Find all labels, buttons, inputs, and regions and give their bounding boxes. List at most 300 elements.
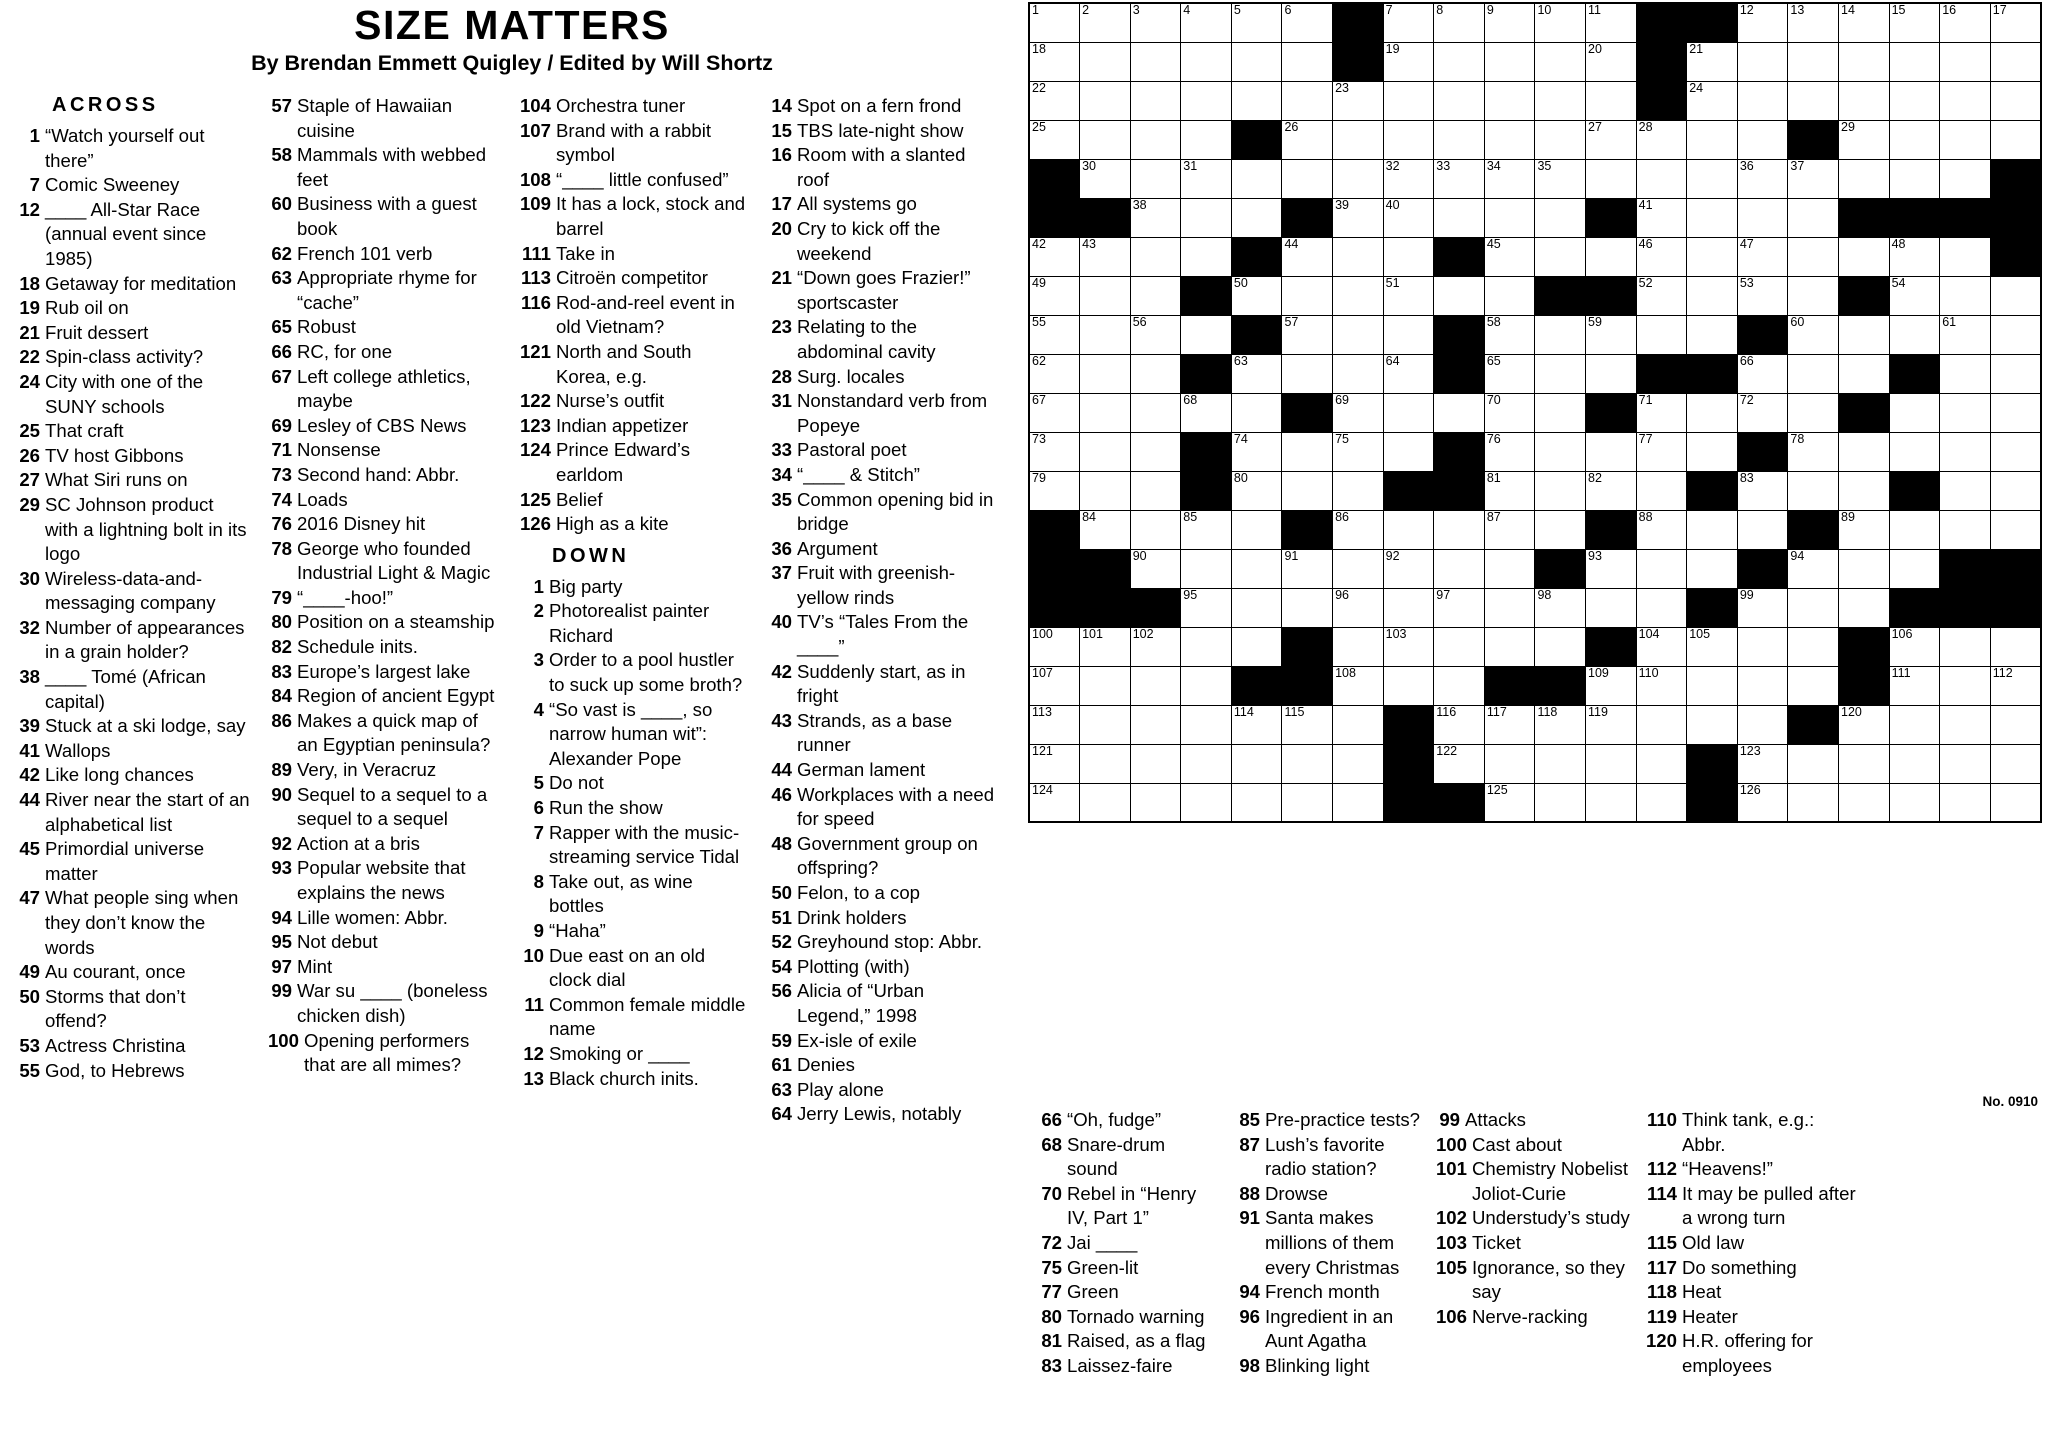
grid-cell[interactable] xyxy=(1181,744,1232,783)
grid-cell[interactable] xyxy=(1535,315,1586,354)
clue-item[interactable] xyxy=(760,365,1000,390)
grid-cell[interactable] xyxy=(1990,81,2041,120)
clue-item[interactable] xyxy=(260,832,502,857)
clue-item[interactable] xyxy=(260,488,502,513)
grid-cell[interactable] xyxy=(1080,510,1131,549)
grid-cell[interactable] xyxy=(1484,3,1535,42)
grid-cell[interactable] xyxy=(1535,393,1586,432)
grid-cell[interactable] xyxy=(1687,627,1738,666)
clue-item[interactable] xyxy=(8,272,250,297)
grid-cell[interactable] xyxy=(1383,42,1434,81)
grid-cell[interactable] xyxy=(1484,42,1535,81)
grid-cell[interactable] xyxy=(1788,588,1839,627)
grid-cell[interactable] xyxy=(1484,315,1535,354)
grid-cell[interactable] xyxy=(1080,744,1131,783)
clue-item[interactable] xyxy=(8,345,250,370)
grid-cell[interactable] xyxy=(1687,510,1738,549)
clue-item[interactable] xyxy=(8,198,250,272)
grid-cell[interactable] xyxy=(1535,744,1586,783)
grid-cell[interactable] xyxy=(1990,393,2041,432)
grid-cell[interactable] xyxy=(1788,666,1839,705)
grid-cell[interactable] xyxy=(1737,198,1788,237)
clue-item[interactable] xyxy=(1428,1231,1630,1256)
grid-cell[interactable] xyxy=(1333,627,1384,666)
grid-cell[interactable] xyxy=(1788,198,1839,237)
clue-item[interactable] xyxy=(260,340,502,365)
grid-cell[interactable] xyxy=(1839,315,1890,354)
grid-cell[interactable] xyxy=(1130,549,1181,588)
grid-cell[interactable] xyxy=(1788,159,1839,198)
grid-cell[interactable] xyxy=(1130,783,1181,822)
grid-cell[interactable] xyxy=(1231,432,1282,471)
grid-cell[interactable] xyxy=(1940,705,1991,744)
clue-item[interactable] xyxy=(1428,1256,1630,1305)
grid-cell[interactable] xyxy=(1990,744,2041,783)
grid-cell[interactable] xyxy=(1535,3,1586,42)
grid-cell[interactable] xyxy=(1687,549,1738,588)
grid-cell[interactable] xyxy=(1484,237,1535,276)
grid-cell[interactable] xyxy=(1636,666,1687,705)
grid-cell[interactable] xyxy=(1282,276,1333,315)
grid-cell[interactable] xyxy=(1636,783,1687,822)
grid-cell[interactable] xyxy=(1788,237,1839,276)
grid-cell[interactable] xyxy=(1130,666,1181,705)
clue-item[interactable] xyxy=(8,493,250,567)
clue-item[interactable] xyxy=(760,955,1000,980)
grid-cell[interactable] xyxy=(1434,198,1485,237)
grid-cell[interactable] xyxy=(1586,783,1637,822)
grid-cell[interactable] xyxy=(1737,81,1788,120)
grid-cell[interactable] xyxy=(1737,666,1788,705)
grid-cell[interactable] xyxy=(1231,588,1282,627)
grid-cell[interactable] xyxy=(1130,315,1181,354)
grid-cell[interactable] xyxy=(1586,354,1637,393)
clue-item[interactable] xyxy=(512,340,750,389)
grid-cell[interactable] xyxy=(1080,627,1131,666)
grid-cell[interactable] xyxy=(1940,3,1991,42)
grid-cell[interactable] xyxy=(1737,42,1788,81)
grid-cell[interactable] xyxy=(1990,627,2041,666)
grid-cell[interactable] xyxy=(1181,120,1232,159)
grid-cell[interactable] xyxy=(1130,705,1181,744)
clue-item[interactable] xyxy=(760,192,1000,217)
grid-cell[interactable] xyxy=(1383,159,1434,198)
clue-item[interactable] xyxy=(260,856,502,905)
grid-cell[interactable] xyxy=(1839,120,1890,159)
grid-cell[interactable] xyxy=(1333,81,1384,120)
clue-item[interactable] xyxy=(1428,1108,1630,1133)
clue-item[interactable] xyxy=(8,1034,250,1059)
clue-item[interactable] xyxy=(512,94,750,119)
grid-cell[interactable] xyxy=(1181,393,1232,432)
grid-cell[interactable] xyxy=(1434,666,1485,705)
grid-cell[interactable] xyxy=(1687,198,1738,237)
grid-cell[interactable] xyxy=(1383,432,1434,471)
grid-cell[interactable] xyxy=(1484,510,1535,549)
clue-item[interactable] xyxy=(260,684,502,709)
clue-item[interactable] xyxy=(1638,1108,1860,1157)
grid-cell[interactable] xyxy=(1940,159,1991,198)
grid-cell[interactable] xyxy=(1484,393,1535,432)
grid-cell[interactable] xyxy=(1383,315,1434,354)
grid-cell[interactable] xyxy=(1333,510,1384,549)
grid-cell[interactable] xyxy=(1839,432,1890,471)
grid-cell[interactable] xyxy=(1080,471,1131,510)
grid-cell[interactable] xyxy=(1737,588,1788,627)
clue-item[interactable] xyxy=(760,143,1000,192)
grid-cell[interactable] xyxy=(1080,159,1131,198)
clue-item[interactable] xyxy=(1030,1108,1220,1133)
grid-cell[interactable] xyxy=(1940,627,1991,666)
clue-item[interactable] xyxy=(1428,1157,1630,1206)
grid-cell[interactable] xyxy=(1383,3,1434,42)
grid-cell[interactable] xyxy=(1586,159,1637,198)
clue-item[interactable] xyxy=(760,537,1000,562)
grid-cell[interactable] xyxy=(1333,276,1384,315)
grid-cell[interactable] xyxy=(1282,432,1333,471)
grid-cell[interactable] xyxy=(1788,549,1839,588)
grid-cell[interactable] xyxy=(1636,471,1687,510)
clue-item[interactable] xyxy=(1638,1280,1860,1305)
grid-cell[interactable] xyxy=(1737,510,1788,549)
grid-cell[interactable] xyxy=(1535,627,1586,666)
grid-cell[interactable] xyxy=(1940,276,1991,315)
grid-cell[interactable] xyxy=(1434,705,1485,744)
grid-cell[interactable] xyxy=(1990,471,2041,510)
grid-cell[interactable] xyxy=(1839,81,1890,120)
grid-cell[interactable] xyxy=(1484,198,1535,237)
grid-cell[interactable] xyxy=(1889,120,1940,159)
grid-cell[interactable] xyxy=(1282,744,1333,783)
clue-item[interactable] xyxy=(760,119,1000,144)
grid-cell[interactable] xyxy=(1788,393,1839,432)
clue-item[interactable] xyxy=(260,463,502,488)
grid-cell[interactable] xyxy=(1687,237,1738,276)
clue-item[interactable] xyxy=(760,488,1000,537)
clue-item[interactable] xyxy=(8,468,250,493)
clue-item[interactable] xyxy=(260,266,502,315)
grid-cell[interactable] xyxy=(1586,42,1637,81)
clue-item[interactable] xyxy=(512,870,750,919)
clue-item[interactable] xyxy=(512,242,750,267)
clue-item[interactable] xyxy=(260,365,502,414)
clue-item[interactable] xyxy=(760,1053,1000,1078)
clue-item[interactable] xyxy=(8,1059,250,1084)
grid-cell[interactable] xyxy=(1535,705,1586,744)
clue-item[interactable] xyxy=(260,315,502,340)
grid-cell[interactable] xyxy=(1889,81,1940,120)
grid-cell[interactable] xyxy=(1130,120,1181,159)
grid-cell[interactable] xyxy=(1130,159,1181,198)
grid-cell[interactable] xyxy=(1889,237,1940,276)
grid-cell[interactable] xyxy=(1282,315,1333,354)
grid-cell[interactable] xyxy=(1333,549,1384,588)
grid-cell[interactable] xyxy=(1586,81,1637,120)
clue-item[interactable] xyxy=(1638,1182,1860,1231)
grid-cell[interactable] xyxy=(1889,42,1940,81)
clue-item[interactable] xyxy=(260,758,502,783)
grid-cell[interactable] xyxy=(1383,120,1434,159)
grid-cell[interactable] xyxy=(1535,783,1586,822)
grid-cell[interactable] xyxy=(1737,354,1788,393)
clue-item[interactable] xyxy=(260,906,502,931)
clue-item[interactable] xyxy=(8,321,250,346)
clue-item[interactable] xyxy=(760,266,1000,315)
grid-cell[interactable] xyxy=(1080,237,1131,276)
grid-cell[interactable] xyxy=(1737,471,1788,510)
grid-cell[interactable] xyxy=(1586,666,1637,705)
grid-cell[interactable] xyxy=(1130,627,1181,666)
grid-cell[interactable] xyxy=(1383,393,1434,432)
grid-cell[interactable] xyxy=(1383,198,1434,237)
clue-item[interactable] xyxy=(260,143,502,192)
grid-cell[interactable] xyxy=(1636,432,1687,471)
clue-item[interactable] xyxy=(8,985,250,1034)
grid-cell[interactable] xyxy=(1080,783,1131,822)
clue-item[interactable] xyxy=(8,444,250,469)
grid-cell[interactable] xyxy=(1636,549,1687,588)
clue-item[interactable] xyxy=(760,315,1000,364)
clue-item[interactable] xyxy=(512,796,750,821)
grid-cell[interactable] xyxy=(1282,81,1333,120)
clue-item[interactable] xyxy=(512,266,750,291)
clue-item[interactable] xyxy=(512,291,750,340)
grid-cell[interactable] xyxy=(1788,3,1839,42)
clue-item[interactable] xyxy=(1228,1354,1420,1379)
grid-cell[interactable] xyxy=(1839,159,1890,198)
grid-cell[interactable] xyxy=(1434,510,1485,549)
clue-item[interactable] xyxy=(1030,1256,1220,1281)
grid-cell[interactable] xyxy=(1080,120,1131,159)
clue-item[interactable] xyxy=(260,242,502,267)
grid-cell[interactable] xyxy=(1889,627,1940,666)
grid-cell[interactable] xyxy=(1839,3,1890,42)
clue-item[interactable] xyxy=(760,389,1000,438)
clue-item[interactable] xyxy=(760,660,1000,709)
grid-cell[interactable] xyxy=(1737,120,1788,159)
grid-cell[interactable] xyxy=(1080,3,1131,42)
grid-cell[interactable] xyxy=(1636,159,1687,198)
grid-cell[interactable] xyxy=(1636,510,1687,549)
grid-cell[interactable] xyxy=(1434,627,1485,666)
grid-cell[interactable] xyxy=(1687,393,1738,432)
grid-cell[interactable] xyxy=(1181,81,1232,120)
grid-cell[interactable] xyxy=(1231,783,1282,822)
grid-cell[interactable] xyxy=(1889,159,1940,198)
grid-cell[interactable] xyxy=(1434,549,1485,588)
grid-cell[interactable] xyxy=(1080,705,1131,744)
clue-item[interactable] xyxy=(8,714,250,739)
grid-cell[interactable] xyxy=(1687,81,1738,120)
clue-item[interactable] xyxy=(512,192,750,241)
grid-cell[interactable] xyxy=(1181,627,1232,666)
clue-item[interactable] xyxy=(760,463,1000,488)
grid-cell[interactable] xyxy=(1636,744,1687,783)
grid-cell[interactable] xyxy=(1737,237,1788,276)
grid-cell[interactable] xyxy=(1181,198,1232,237)
grid-cell[interactable] xyxy=(1940,471,1991,510)
clue-item[interactable] xyxy=(760,979,1000,1028)
grid-cell[interactable] xyxy=(1333,783,1384,822)
grid-cell[interactable] xyxy=(1231,3,1282,42)
clue-item[interactable] xyxy=(8,567,250,616)
grid-cell[interactable] xyxy=(1029,627,1080,666)
grid-cell[interactable] xyxy=(1636,315,1687,354)
grid-cell[interactable] xyxy=(1333,120,1384,159)
grid-cell[interactable] xyxy=(1737,159,1788,198)
clue-item[interactable] xyxy=(1030,1231,1220,1256)
clue-item[interactable] xyxy=(1228,1206,1420,1280)
grid-cell[interactable] xyxy=(1484,471,1535,510)
grid-cell[interactable] xyxy=(1940,744,1991,783)
grid-cell[interactable] xyxy=(1788,432,1839,471)
grid-cell[interactable] xyxy=(1687,42,1738,81)
grid-cell[interactable] xyxy=(1484,120,1535,159)
grid-cell[interactable] xyxy=(1484,81,1535,120)
grid-cell[interactable] xyxy=(1889,393,1940,432)
grid-cell[interactable] xyxy=(1687,276,1738,315)
grid-cell[interactable] xyxy=(1687,666,1738,705)
clue-item[interactable] xyxy=(8,763,250,788)
clue-item[interactable] xyxy=(760,930,1000,955)
clue-item[interactable] xyxy=(8,296,250,321)
grid-cell[interactable] xyxy=(1940,666,1991,705)
grid-cell[interactable] xyxy=(1181,783,1232,822)
grid-cell[interactable] xyxy=(1535,510,1586,549)
grid-cell[interactable] xyxy=(1940,237,1991,276)
grid-cell[interactable] xyxy=(1029,744,1080,783)
grid-cell[interactable] xyxy=(1586,237,1637,276)
grid-cell[interactable] xyxy=(1181,510,1232,549)
clue-item[interactable] xyxy=(260,930,502,955)
grid-cell[interactable] xyxy=(1231,81,1282,120)
clue-item[interactable] xyxy=(512,648,750,697)
clue-item[interactable] xyxy=(8,616,250,665)
grid-cell[interactable] xyxy=(1889,783,1940,822)
grid-cell[interactable] xyxy=(1535,120,1586,159)
clue-item[interactable] xyxy=(512,438,750,487)
grid-cell[interactable] xyxy=(1029,705,1080,744)
grid-cell[interactable] xyxy=(1484,588,1535,627)
clue-item[interactable] xyxy=(260,709,502,758)
grid-cell[interactable] xyxy=(1130,432,1181,471)
clue-item[interactable] xyxy=(512,1042,750,1067)
grid-cell[interactable] xyxy=(1586,549,1637,588)
clue-item[interactable] xyxy=(8,788,250,837)
grid-cell[interactable] xyxy=(1434,159,1485,198)
clue-item[interactable] xyxy=(260,783,502,832)
grid-cell[interactable] xyxy=(1940,354,1991,393)
grid-cell[interactable] xyxy=(1788,315,1839,354)
grid-cell[interactable] xyxy=(1940,81,1991,120)
grid-cell[interactable] xyxy=(1282,120,1333,159)
grid-cell[interactable] xyxy=(1130,3,1181,42)
grid-cell[interactable] xyxy=(1181,588,1232,627)
grid-cell[interactable] xyxy=(1080,42,1131,81)
grid-cell[interactable] xyxy=(1130,198,1181,237)
grid-cell[interactable] xyxy=(1586,471,1637,510)
clue-item[interactable] xyxy=(1428,1206,1630,1231)
clue-item[interactable] xyxy=(1030,1305,1220,1330)
grid-cell[interactable] xyxy=(1383,81,1434,120)
grid-cell[interactable] xyxy=(1788,783,1839,822)
clue-item[interactable] xyxy=(260,635,502,660)
clue-item[interactable] xyxy=(512,389,750,414)
grid-cell[interactable] xyxy=(1484,276,1535,315)
clue-item[interactable] xyxy=(760,1102,1000,1127)
grid-cell[interactable] xyxy=(1839,471,1890,510)
grid-cell[interactable] xyxy=(1383,588,1434,627)
grid-cell[interactable] xyxy=(1788,81,1839,120)
grid-cell[interactable] xyxy=(1737,705,1788,744)
clue-item[interactable] xyxy=(8,960,250,985)
grid-cell[interactable] xyxy=(1586,588,1637,627)
clue-item[interactable] xyxy=(1638,1256,1860,1281)
grid-cell[interactable] xyxy=(1029,354,1080,393)
grid-cell[interactable] xyxy=(1383,237,1434,276)
clue-item[interactable] xyxy=(760,561,1000,610)
clue-item[interactable] xyxy=(260,537,502,586)
clue-item[interactable] xyxy=(760,906,1000,931)
clue-item[interactable] xyxy=(512,944,750,993)
clue-item[interactable] xyxy=(1638,1157,1860,1182)
grid-cell[interactable] xyxy=(1990,783,2041,822)
grid-cell[interactable] xyxy=(1839,588,1890,627)
grid-cell[interactable] xyxy=(1282,549,1333,588)
grid-cell[interactable] xyxy=(1231,627,1282,666)
grid-cell[interactable] xyxy=(1231,276,1282,315)
grid-cell[interactable] xyxy=(1889,510,1940,549)
grid-cell[interactable] xyxy=(1636,237,1687,276)
grid-cell[interactable] xyxy=(1333,315,1384,354)
clue-item[interactable] xyxy=(260,979,502,1028)
grid-cell[interactable] xyxy=(1687,159,1738,198)
grid-cell[interactable] xyxy=(1383,627,1434,666)
grid-cell[interactable] xyxy=(1383,549,1434,588)
clue-item[interactable] xyxy=(512,168,750,193)
grid-cell[interactable] xyxy=(1484,744,1535,783)
grid-cell[interactable] xyxy=(1586,744,1637,783)
grid-cell[interactable] xyxy=(1333,159,1384,198)
grid-cell[interactable] xyxy=(1788,42,1839,81)
clue-item[interactable] xyxy=(1228,1133,1420,1182)
clue-item[interactable] xyxy=(512,512,750,537)
grid-cell[interactable] xyxy=(1636,588,1687,627)
grid-cell[interactable] xyxy=(1586,120,1637,159)
clue-item[interactable] xyxy=(1638,1231,1860,1256)
clue-item[interactable] xyxy=(260,94,502,143)
grid-cell[interactable] xyxy=(1484,159,1535,198)
grid-cell[interactable] xyxy=(1586,432,1637,471)
clue-item[interactable] xyxy=(8,739,250,764)
grid-cell[interactable] xyxy=(1333,354,1384,393)
grid-cell[interactable] xyxy=(1636,198,1687,237)
grid-cell[interactable] xyxy=(1231,705,1282,744)
grid-cell[interactable] xyxy=(1889,3,1940,42)
grid-cell[interactable] xyxy=(1990,666,2041,705)
grid-cell[interactable] xyxy=(1231,42,1282,81)
grid-cell[interactable] xyxy=(1333,705,1384,744)
grid-cell[interactable] xyxy=(1282,588,1333,627)
clue-item[interactable] xyxy=(260,660,502,685)
grid-cell[interactable] xyxy=(1839,705,1890,744)
clue-item[interactable] xyxy=(512,698,750,772)
grid-cell[interactable] xyxy=(1231,198,1282,237)
grid-cell[interactable] xyxy=(1333,471,1384,510)
grid-cell[interactable] xyxy=(1130,81,1181,120)
grid-cell[interactable] xyxy=(1586,3,1637,42)
grid-cell[interactable] xyxy=(1889,432,1940,471)
